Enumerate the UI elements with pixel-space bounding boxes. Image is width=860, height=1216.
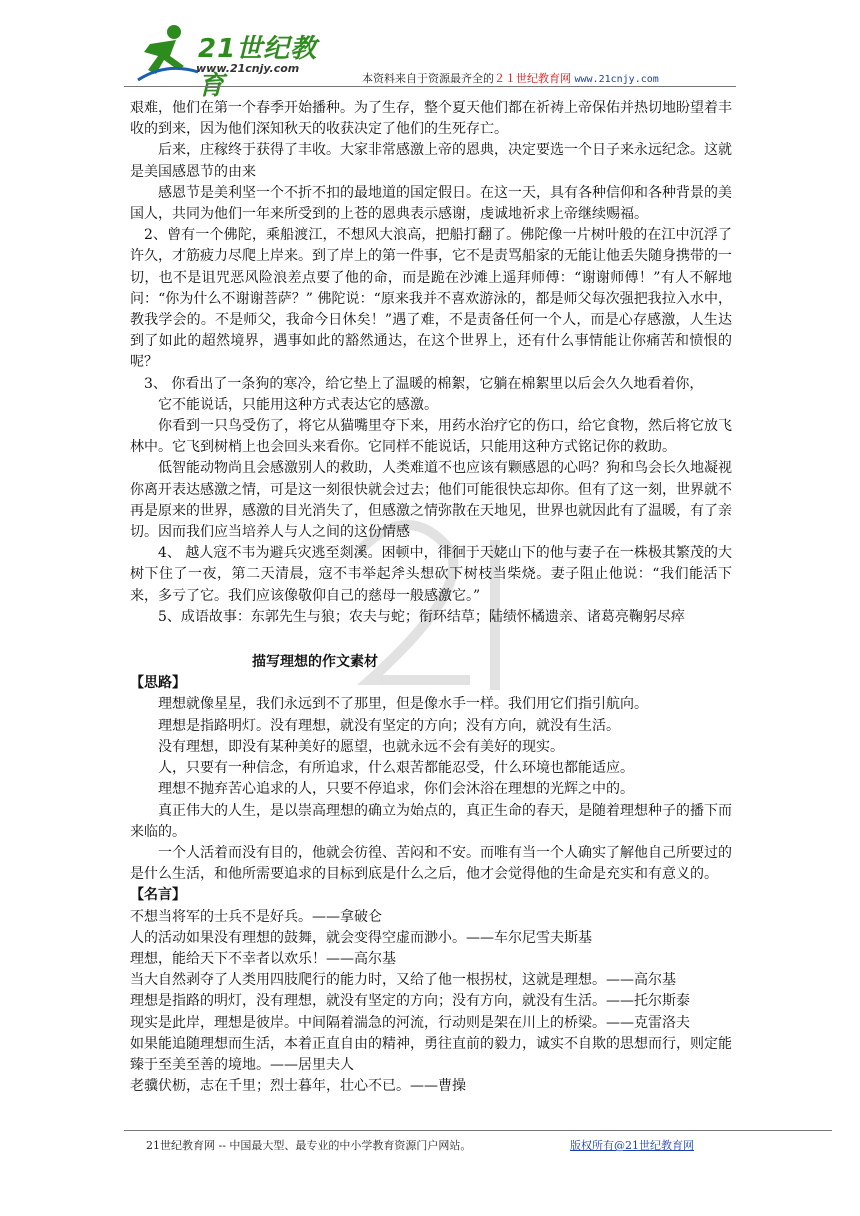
thinking-item: 人，只要有一种信念，有所追求，什么艰苦都能忍受，什么环境也都能适应。	[158, 760, 634, 777]
article-body	[130, 98, 732, 1097]
thinking-heading: 【思路】	[130, 675, 186, 692]
paragraph: 4、 越人寇不韦为避兵灾逃至剡溪。困顿中，徘徊于天姥山下的他与妻子在一株极其繁茂的大树下住了一夜，第二天清晨，寇不韦举起斧头想砍下树枝当柴烧。妻子阻止他说：“我们能活下来，多亏了它。我们应该像敬仰自己的慈母一般感激它。”	[130, 545, 732, 604]
footer-divider	[124, 1130, 832, 1131]
thinking-item: 理想就像星星，我们永远到不了那里，但是像水手一样。我们用它们指引航向。	[158, 696, 648, 713]
quote-item: 当大自然剥夺了人类用四肢爬行的能力时，又给了他一根拐杖，这就是理想。——高尔基	[130, 972, 676, 989]
header-divider	[124, 86, 736, 87]
paragraph: 感恩节是美利坚一个不折不扣的最地道的国定假日。在这一天，具有各种信仰和各种背景的美国人，共同为他们一年来所受到的上苍的恩典表示感谢，虔诚地祈求上帝继续赐福。	[130, 184, 732, 223]
header-note-prefix: 本资料来自于资源最齐全的	[362, 72, 494, 85]
paragraph: 它不能说话，只能用这种方式表达它的感激。	[158, 396, 438, 413]
header-site-link[interactable]: ２１世纪教育网	[494, 72, 571, 85]
logo-text: 21世纪教育	[198, 34, 318, 101]
quotes-heading: 【名言】	[130, 887, 186, 904]
site-logo[interactable]	[136, 22, 336, 101]
header-url-link[interactable]: www.21cnjy.com	[574, 74, 659, 85]
paragraph: 3、 你看出了一条狗的寒冷，给它垫上了温暖的棉絮，它躺在棉絮里以后会久久地看着你，	[144, 375, 704, 392]
paragraph: 你看到一只鸟受伤了，将它从猫嘴里夺下来，用药水治疗它的伤口，给它食物，然后将它放飞林中。它飞到树梢上也会回头来看你。它同样不能说话，只能用这种方式铭记你的救助。	[130, 418, 732, 456]
quote-item: 理想是指路的明灯，没有理想，就没有坚定的方向；没有方向，就没有生活。——托尔斯泰	[130, 993, 690, 1010]
paragraph: 2、曾有一个佛陀，乘船渡江，不想风大浪高，把船打翻了。佛陀像一片树叶般的在江中沉浮了许久，才筋疲力尽爬上岸来。到了岸上的第一件事，它不是责骂船家的无能让他丢失随身携带的一切，也不是诅咒恶风险浪差点要了他的命，而是跪在沙滩上遥拜师傅：“谢谢师傅！”有人不解地问：“你为什么不谢谢菩萨？” 佛陀说：“原来我并不喜欢游泳的，都是师父每次强把我拉入水中，教我学会的。不是师父，我命今日休矣！”遇了难，不是责备任何一个人，而是心存感激，人生达到了如此的超然境界，遇事如此的豁然通达，在这个世界上，还有什么事情能让你痛苦和愤恨的呢？	[130, 227, 732, 371]
thinking-item: 没有理想，即没有某种美好的愿望，也就永远不会有美好的现实。	[158, 738, 564, 755]
thinking-item: 理想不抛弃苦心追求的人，只要不停追求，你们会沐浴在理想的光辉之中的。	[158, 781, 634, 798]
footer-copyright-link[interactable]: 版权所有@21世纪教育网	[570, 1139, 694, 1152]
quote-item: 现实是此岸，理想是彼岸。中间隔着湍急的河流，行动则是架在川上的桥梁。——克雷洛夫	[130, 1014, 690, 1031]
paragraph: 后来，庄稼终于获得了丰收。大家非常感激上帝的恩典，决定要选一个日子来永远纪念。这就是美国感恩节的由来	[130, 142, 732, 180]
quote-item: 不想当将军的士兵不是好兵。——拿破仑	[130, 908, 382, 925]
thinking-item: 理想是指路明灯。没有理想，就没有坚定的方向；没有方向，就没有生活。	[158, 717, 620, 734]
quote-item: 理想，能给天下不幸者以欢乐！——高尔基	[130, 950, 396, 967]
header-note	[362, 70, 659, 86]
thinking-item: 一个人活着而没有目的，他就会彷徨、苦闷和不安。而唯有当一个人确实了解他自己所要过的是什么生活，和他所需要追求的目标到底是什么之后，他才会觉得他的生命是充实和有意义的。	[130, 844, 732, 883]
quote-item: 人的活动如果没有理想的鼓舞，就会变得空虚而渺小。——车尔尼雪夫斯基	[130, 929, 592, 946]
quote-item: 如果能追随理想而生活，本着正直自由的精神，勇往直前的毅力，诚实不自欺的思想而行，则定能臻于至美至善的境地。——居里夫人	[130, 1035, 732, 1073]
runner-icon	[136, 22, 200, 86]
logo-url: www.21cnjy.com	[196, 62, 300, 75]
footer-text: 21世纪教育网 -- 中国最大型、最专业的中小学教育资源门户网站。	[146, 1139, 472, 1152]
paragraph: 5、成语故事：东郭先生与狼；农夫与蛇；衔环结草；陆绩怀橘遗亲、诸葛亮鞠躬尽瘁	[158, 608, 685, 625]
paragraph: 低智能动物尚且会感激别人的救助，人类难道不也应该有颗感恩的心吗？狗和鸟会长久地凝视你离开表达感激之情，可是这一刻很快就会过去；他们可能很快忘却你。但有了这一刻，世界就不再是原来的世界，感激的目光消失了，但感激之情弥散在天地见，世界也就因此有了温暖，有了亲切。因而我们应当培养人与人之间的这份情感	[130, 460, 732, 541]
paragraph: 艰难，他们在第一个春季开始播种。为了生存，整个夏天他们都在祈祷上帝保佑并热切地盼望着丰收的到来，因为他们深知秋天的收获决定了他们的生死存亡。	[130, 100, 732, 138]
thinking-item: 真正伟大的人生，是以崇高理想的确立为始点的，真正生命的春天，是随着理想种子的播下而来临的。	[130, 802, 732, 840]
quote-item: 老骥伏枥，志在千里；烈士暮年，壮心不已。——曹操	[130, 1078, 466, 1095]
section-title: 描写理想的作文素材	[252, 654, 378, 671]
